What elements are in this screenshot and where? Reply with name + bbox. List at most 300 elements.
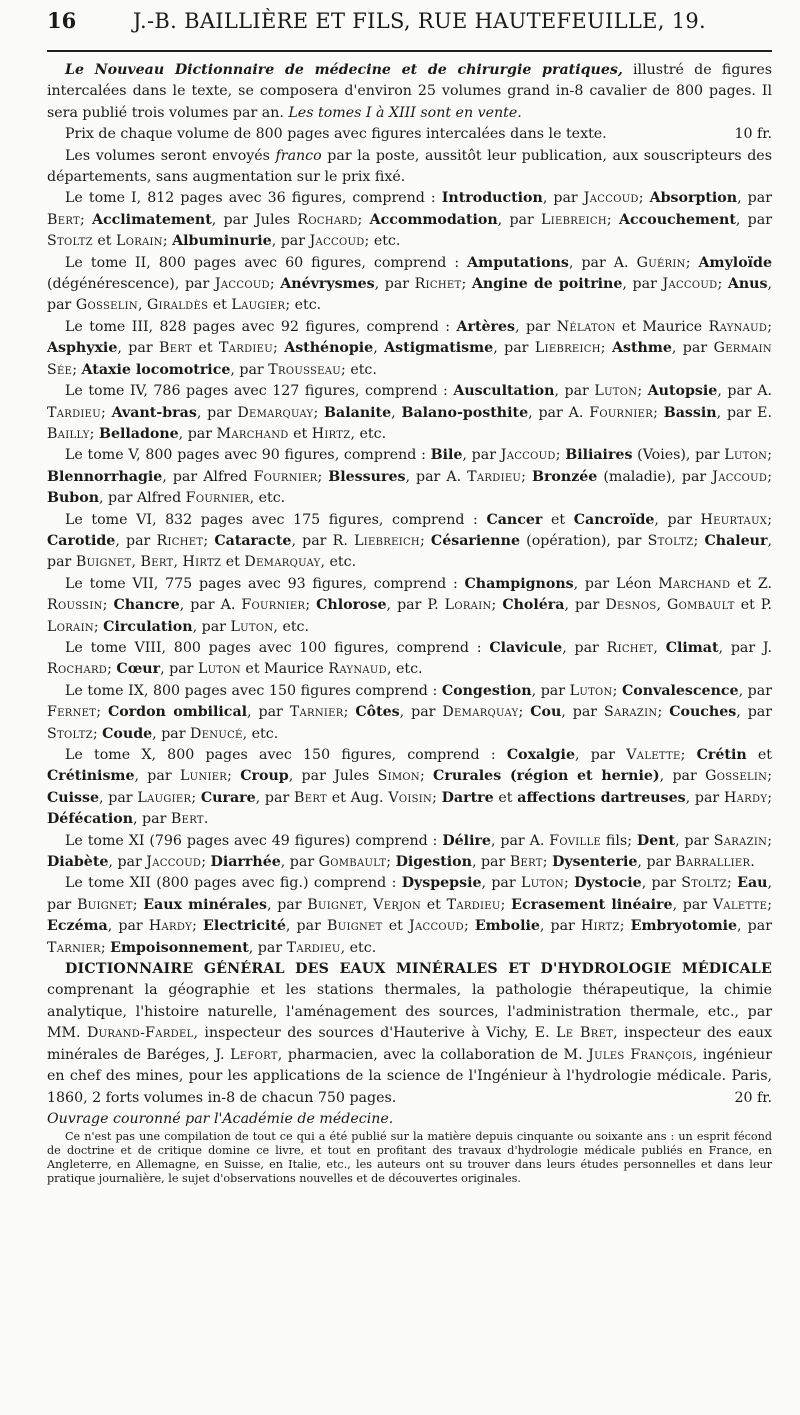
tome-text: , par A.: [568, 254, 637, 271]
author-name: Bailly: [47, 425, 90, 442]
author-name: Luton: [594, 383, 638, 400]
tome-text: , par P.: [386, 597, 445, 614]
author-name: Laugier: [137, 789, 192, 806]
article-title: Embryotomie: [630, 918, 738, 935]
tome-text: ;: [305, 597, 317, 614]
tome-text: ;: [92, 725, 103, 742]
tome-text: ;: [563, 875, 575, 892]
tome-text: ;: [491, 597, 503, 614]
tome-text: , par: [542, 190, 584, 207]
tome-text: , par: [561, 704, 605, 721]
tome-text: ;: [272, 340, 285, 357]
hydrology-dictionary-paragraph: [47, 959, 772, 1109]
tome-text: , par: [192, 618, 231, 635]
author-name: Stoltz: [47, 725, 93, 742]
article-title: Cancer: [486, 511, 543, 528]
tome-text: , par E.: [716, 404, 772, 421]
tome-text: , par: [266, 896, 308, 913]
article-title: Avant-bras: [111, 404, 197, 421]
author-name: Hirtz: [580, 918, 620, 935]
article-title: Couches: [669, 704, 737, 721]
article-title: Bubon: [47, 490, 100, 507]
tome-paragraph: [47, 831, 772, 874]
author-name: Nélaton: [556, 318, 616, 335]
tome-text: ;: [461, 276, 472, 293]
tome-text: Le tome XI (796 pages avec 49 figures) comprend :: [65, 832, 443, 849]
tome-text: ;: [100, 939, 111, 956]
author-name: Buignet: [327, 918, 383, 935]
tome-text: ;: [343, 704, 356, 721]
author-name: Luton: [197, 661, 241, 678]
article-title: Croup: [240, 768, 289, 785]
main-content: [47, 60, 772, 1186]
running-head: J.-B. BAILLIÈRE ET FILS, RUE HAUTEFEUILLE, 19.: [132, 9, 707, 33]
article-title: Dent: [636, 832, 676, 849]
tome-text: , par: [255, 789, 294, 806]
tome-text: , etc.: [320, 554, 357, 571]
article-title: Amputations: [467, 254, 569, 271]
tome-paragraph: [47, 188, 772, 252]
tome-text: ;: [500, 896, 512, 913]
tome-text: ;: [521, 468, 532, 485]
tome-text: ;: [767, 789, 773, 806]
tome-text: et Maurice: [615, 318, 709, 335]
tome-text: Le tome X, 800 pages avec 150 figures, comprend :: [65, 747, 507, 763]
tome-text: ;: [612, 682, 622, 699]
tome-text: ;: [72, 361, 82, 378]
article-title: Dartre: [441, 789, 494, 806]
author-name: Jaccoud: [408, 918, 464, 935]
shipping-text-a: Les volumes seront envoyés: [65, 147, 276, 164]
tome-text: , par: [47, 532, 772, 571]
tome-text: , par: [564, 597, 606, 614]
tome-paragraph: [47, 445, 772, 509]
tome-text: , par: [539, 918, 581, 935]
author-name: Valette: [626, 747, 681, 763]
tome-text: , par A.: [717, 383, 772, 400]
article-title: Chancre: [113, 597, 180, 614]
tome-text: (maladie), par: [597, 468, 713, 485]
tome-text: Le tome V, 800 pages avec 90 figures, comprend :: [65, 447, 431, 464]
tome-text: ;: [600, 340, 612, 357]
author-name: Tardieu: [218, 340, 273, 357]
author-name: Gosselin: [75, 297, 138, 314]
tome-text: ;: [192, 918, 203, 935]
tome-text: , par: [108, 854, 147, 871]
tome-text: , par: [152, 725, 191, 742]
article-title: Coxalgie: [506, 747, 575, 763]
tome-text: ,: [373, 340, 385, 357]
tome-text: , etc.: [340, 939, 377, 956]
author-name: Fournier: [589, 404, 654, 421]
article-title: Albuminurie: [172, 233, 272, 250]
tome-text: ; etc.: [285, 297, 322, 314]
author-name: Richet: [606, 639, 654, 656]
tome-text: ;: [637, 383, 648, 400]
tome-text: (opération), par: [519, 532, 648, 549]
tome-text: ;: [518, 704, 531, 721]
tome-text: ;: [767, 511, 772, 528]
author-name: Demarquay: [237, 404, 314, 421]
tome-text: ;: [191, 789, 201, 806]
tome-text: ;: [419, 532, 431, 549]
article-title: Bile: [430, 447, 463, 464]
author-name: Sarazin: [713, 832, 768, 849]
tome-text: ;: [101, 404, 112, 421]
page-header: [47, 0, 772, 50]
author-name: Bert: [170, 811, 204, 828]
author-name: Liebreich: [354, 532, 420, 549]
author-name: Richet: [156, 532, 204, 549]
tome-paragraph: [47, 510, 772, 574]
article-title: Dysenterie: [552, 854, 638, 871]
article-title: Balano-posthite: [401, 404, 529, 421]
tome-text: Le tome VII, 775 pages avec 93 figures, comprend :: [65, 575, 465, 592]
tome-text: , par: [271, 233, 310, 250]
author-name: Lorain: [444, 597, 492, 614]
author-name: Liebreich: [534, 340, 601, 357]
tome-text: , par: [622, 276, 663, 293]
price-line: [47, 124, 772, 145]
tomes-list: [47, 188, 772, 959]
article-title: Dyspepsie: [401, 875, 482, 892]
author-name: Valette: [712, 896, 768, 913]
article-title: Dystocie: [574, 875, 642, 892]
author-name: Sarazin: [604, 704, 658, 721]
article-title: Cuisse: [47, 789, 99, 806]
author-name: Hardy: [148, 918, 193, 935]
tome-text: ,: [131, 554, 141, 571]
tome-text: , par: [738, 682, 773, 699]
tome-text: ; etc.: [341, 361, 377, 378]
tome-text: , par: [531, 682, 570, 699]
tome-text: et: [421, 896, 447, 913]
author-name: Bert: [47, 211, 80, 228]
author-name: Buignet: [77, 896, 133, 913]
tome-text: , etc.: [242, 725, 279, 742]
tome-text: ; etc.: [364, 233, 401, 250]
article-title: Accouchement: [618, 211, 736, 228]
footnote: Ce n'est pas une compilation de tout ce qui a été publié sur la matière depuis cinquante ou soixante ans : un esprit fécond de doctrine et de critique domine ce livre, et tout en profitant des travaux d'hydrologie médicale publiés en France, en Angleterre, en Allemagne, en Suisse, en Italie, etc., les auteurs ont su trouver dans leurs études personnelles et dans leur pratique journalière, le sujet d'observations nouvelles et de découvertes originales.: [47, 1130, 772, 1186]
article-title: Anévrysmes: [280, 276, 375, 293]
article-title: Cataracte: [214, 532, 292, 549]
tome-text: ,: [656, 597, 667, 614]
article-title: Délire: [442, 832, 491, 849]
article-title: Eau: [737, 875, 768, 892]
article-title: Coude: [102, 725, 153, 742]
tome-text: ;: [767, 447, 772, 464]
tome-text: , par: [230, 361, 269, 378]
tome-text: Le tome III, 828 pages avec 92 figures, comprend :: [65, 318, 457, 335]
tome-text: , par: [659, 768, 706, 785]
author-name: Giraldès: [146, 297, 209, 314]
article-title: Blessures: [328, 468, 406, 485]
tome-text: Le tome I, 812 pages avec 36 figures, comprend :: [65, 190, 442, 207]
author-name: Bert: [140, 554, 174, 571]
tome-text: ;: [555, 447, 566, 464]
tome-text: , etc.: [273, 618, 309, 635]
tome-text: , par: [471, 854, 510, 871]
tome-text: , par: [133, 811, 171, 828]
author-name: Tardieu: [467, 468, 522, 485]
tome-text: et Z.: [730, 575, 772, 592]
tome-text: Le tome IV, 786 pages avec 127 figures, comprend :: [65, 383, 454, 400]
tome-text: ;: [432, 789, 442, 806]
tome-text: Le tome VI, 832 pages avec 175 figures, comprend :: [65, 511, 487, 528]
article-title: Biliaires: [565, 447, 633, 464]
article-title: Clavicule: [489, 639, 563, 656]
author-name: Desnos: [605, 597, 657, 614]
author-name: Simon: [377, 768, 420, 785]
article-title: Digestion: [395, 854, 472, 871]
tome-text: ,: [362, 896, 374, 913]
tome-text: , par: [515, 318, 557, 335]
tome-text: , par: [196, 404, 238, 421]
tome-text: ;: [638, 190, 650, 207]
tome-text: , par: [497, 211, 542, 228]
author-name: Hardy: [723, 789, 768, 806]
author-name: Heurtaux: [700, 511, 768, 528]
author-name: Gombault: [318, 854, 387, 871]
tome-text: , etc.: [249, 490, 286, 507]
dict-text-a: comprenant la géographie et les stations thermales, la pathologie thérapeutique, la chimie analytique, l'histoire naturelle, l'aménagement des sources, l'administration thermale, etc., par MM.: [47, 982, 772, 1042]
author-name: Luton: [569, 682, 613, 699]
tome-text: et: [288, 425, 312, 442]
tome-text: , par: [675, 832, 714, 849]
author-name: Raynaud: [708, 318, 768, 335]
tome-text: ,: [391, 404, 402, 421]
article-title: Diabète: [47, 854, 109, 871]
author-name: Marchand: [216, 425, 289, 442]
article-title: Climat: [665, 639, 719, 656]
article-title: Asthme: [611, 340, 672, 357]
author-name: Bert: [509, 854, 543, 871]
tome-text: , par Jules: [288, 768, 378, 785]
tome-text: .: [203, 811, 209, 828]
article-title: Angine de poitrine: [471, 276, 623, 293]
dict-text-e: , ingénieur en chef des mines, pour les applications de la science de l'Ingénieur à l'hydrologie médicale. Paris, 1860, 2 forts volumes in-8 de chacun 750 pages.: [47, 1046, 772, 1106]
author-name: Jaccoud: [214, 276, 270, 293]
tome-text: , par A.: [528, 404, 590, 421]
tome-text: ;: [767, 896, 772, 913]
author-name: Fernet: [47, 704, 97, 721]
article-title: Défécation: [47, 811, 134, 828]
price-value: 10 fr.: [734, 126, 772, 143]
tome-text: ;: [269, 276, 281, 293]
tome-paragraph: [47, 745, 772, 831]
tome-text: (dégénérescence), par: [47, 276, 215, 293]
tome-text: ;: [132, 896, 144, 913]
article-title: Circulation: [103, 618, 193, 635]
article-title: Cou: [530, 704, 562, 721]
article-title: Empoisonnement: [110, 939, 249, 956]
tome-text: ,: [173, 554, 183, 571]
tome-text: , par A.: [490, 832, 550, 849]
article-title: Diarrhée: [210, 854, 281, 871]
dict-author: Lefort: [230, 1046, 278, 1063]
article-title: Crurales (région et hernie): [433, 768, 660, 785]
author-name: Fournier: [253, 468, 318, 485]
author-name: Lunier: [179, 768, 228, 785]
tome-text: , par: [462, 447, 501, 464]
author-name: Hirtz: [182, 554, 222, 571]
tome-text: ;: [606, 211, 619, 228]
tome-text: ;: [93, 618, 104, 635]
tome-text: , par J.: [718, 639, 773, 656]
tome-text: , par: [637, 854, 676, 871]
author-name: Lorain: [47, 618, 94, 635]
article-title: Eczéma: [47, 918, 108, 935]
article-title: Absorption: [649, 190, 738, 207]
tome-text: , par: [107, 918, 149, 935]
tome-text: ;: [102, 597, 114, 614]
tome-text: et: [221, 554, 245, 571]
author-name: Gosselin: [705, 768, 768, 785]
tome-text: ;: [357, 211, 370, 228]
tome-text: .: [750, 854, 755, 871]
author-name: Stoltz: [681, 875, 728, 892]
author-name: Demarquay: [244, 554, 321, 571]
author-name: Buignet: [307, 896, 363, 913]
author-name: Stoltz: [647, 532, 694, 549]
article-title: Asphyxie: [47, 340, 118, 357]
author-name: Foville: [549, 832, 602, 849]
dict-text-d: , pharmacien, avec la collaboration de M.: [277, 1046, 589, 1063]
article-title: Acclimatement: [92, 211, 212, 228]
article-title: Astigmatisme: [384, 340, 494, 357]
tome-text: Le tome II, 800 pages avec 60 figures, comprend :: [65, 254, 468, 271]
author-name: Liebreich: [541, 211, 607, 228]
tome-text: , par: [654, 511, 701, 528]
dict-text-c: , inspecteur des eaux minérales de Baréges, J.: [47, 1025, 772, 1063]
tome-text: , par: [562, 639, 607, 656]
tome-text: ;: [727, 875, 738, 892]
tome-text: , par: [47, 875, 772, 913]
tome-text: , par: [672, 896, 713, 913]
tome-text: et: [542, 511, 574, 528]
article-title: Blennorrhagie: [47, 468, 163, 485]
article-title: Crétinisme: [47, 768, 135, 785]
tome-text: et P.: [734, 597, 772, 614]
tome-text: ;: [317, 468, 329, 485]
article-title: Cancroïde: [573, 511, 655, 528]
tome-text: ;: [685, 254, 699, 271]
shipping-text-b: par la poste, aussitôt leur publication, aux souscripteurs des départements, sans augmentation sur le prix fixé.: [47, 147, 772, 186]
award-note: Ouvrage couronné par l'Académie de médecine.: [47, 1110, 394, 1127]
author-name: Jaccoud: [583, 190, 639, 207]
dictionary-title: Le Nouveau Dictionnaire de médecine et de chirurgie pratiques,: [65, 62, 623, 78]
tome-text: et: [746, 747, 772, 763]
tome-text: ;: [79, 211, 92, 228]
tome-text: , par Jules: [211, 211, 298, 228]
price-label: Prix de chaque volume de 800 pages avec figures intercalées dans le texte.: [65, 126, 607, 143]
author-name: Tarnier: [289, 704, 344, 721]
tome-text: , par Alfred: [99, 490, 186, 507]
shipping-paragraph: [47, 146, 772, 189]
author-name: Buignet: [75, 554, 132, 571]
author-name: Jaccoud: [500, 447, 556, 464]
article-title: Accommodation: [369, 211, 498, 228]
tome-text: ;: [767, 768, 772, 785]
dict-author: Le Bret: [556, 1025, 614, 1042]
hydrology-dictionary-title: DICTIONNAIRE GÉNÉRAL DES EAUX MINÉRALES ET D'HYDROLOGIE MÉDICALE: [65, 961, 772, 978]
author-name: Jaccoud: [662, 276, 718, 293]
article-title: Champignons: [464, 575, 574, 592]
author-name: Rochard: [297, 211, 358, 228]
tome-text: et: [92, 233, 116, 250]
tome-text: , par: [554, 383, 595, 400]
author-name: Richet: [414, 276, 462, 293]
tome-text: , par: [248, 939, 287, 956]
tome-text: , par Alfred: [162, 468, 254, 485]
tome-paragraph: [47, 873, 772, 959]
tome-text: , par A.: [405, 468, 468, 485]
author-name: Germain Sée: [47, 340, 772, 378]
article-title: Eaux minérales: [143, 896, 267, 913]
author-name: Luton: [230, 618, 274, 635]
author-name: Verjon: [373, 896, 422, 913]
tome-text: ;: [680, 747, 697, 763]
article-title: Anus: [727, 276, 768, 293]
dict-author: Durand-Fardel: [86, 1025, 194, 1042]
article-title: Congestion: [441, 682, 532, 699]
tome-text: ;: [201, 854, 211, 871]
author-name: Guérin: [636, 254, 686, 271]
author-name: Voisin: [388, 789, 433, 806]
tome-text: ;: [767, 468, 772, 485]
tome-text: ;: [767, 318, 772, 335]
tome-text: et: [382, 918, 409, 935]
tome-text: ;: [717, 276, 728, 293]
author-name: Luton: [724, 447, 768, 464]
article-title: Amyloïde: [698, 254, 772, 271]
article-title: Autopsie: [647, 383, 718, 400]
author-name: Marchand: [658, 575, 731, 592]
tome-text: et: [493, 789, 518, 806]
article-title: Embolie: [474, 918, 540, 935]
tome-text: ;: [419, 768, 434, 785]
tome-text: , par: [481, 875, 522, 892]
tome-text: , par: [737, 918, 773, 935]
author-name: Fournier: [185, 490, 250, 507]
tome-paragraph: [47, 317, 772, 381]
franco-word: franco: [275, 147, 322, 164]
tome-text: , par: [247, 704, 290, 721]
tome-paragraph: [47, 574, 772, 638]
author-name: Fournier: [241, 597, 306, 614]
tome-text: , par: [374, 276, 415, 293]
author-name: Bert: [159, 340, 192, 357]
article-title: Artères: [456, 318, 516, 335]
tome-text: ;: [653, 404, 664, 421]
dict-text-b: , inspecteur des sources d'Hauterive à Vichy, E.: [193, 1025, 557, 1042]
tome-text: , etc.: [386, 661, 423, 678]
tome-text: , par: [99, 789, 138, 806]
tome-text: ;: [386, 854, 396, 871]
author-name: Luton: [521, 875, 564, 892]
tome-text: , par A.: [179, 597, 242, 614]
tome-text: ;: [619, 918, 631, 935]
dict-author: Jules François: [588, 1046, 693, 1063]
tome-text: , par: [737, 190, 772, 207]
tome-text: ;: [162, 233, 173, 250]
tome-text: Le tome XII (800 pages avec fig.) comprend :: [65, 875, 402, 892]
tome-paragraph: [47, 381, 772, 445]
tome-text: ;: [107, 661, 117, 678]
article-title: Ecrasement linéaire: [511, 896, 673, 913]
article-title: Chaleur: [704, 532, 768, 549]
author-name: Tarnier: [47, 939, 101, 956]
